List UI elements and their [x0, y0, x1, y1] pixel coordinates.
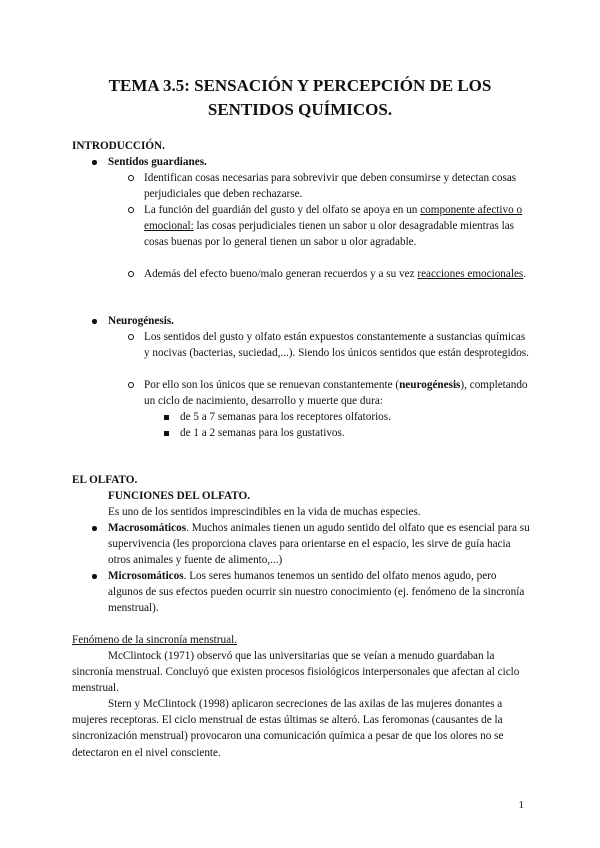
paragraph-mcclintock: McClintock (1971) observó que las universitarias que se veían a menudo guardaban la sincronía menstrual. Concluyó que existen procesos fisiológicos interpersonales que afectan al ciclo menstrual.: [72, 650, 520, 695]
neurogenesis-item-1: Los sentidos del gusto y olfato están expuestos constantemente a sustancias químicas y nocivas (bacterias, suciedad,...). Siendo los únicos sentidos que están desprotegidos.: [144, 329, 529, 361]
title-line-1: TEMA 3.5: SENSACIÓN Y PERCEPCIÓN DE LOS: [108, 76, 492, 95]
title-line-2: SENTIDOS QUÍMICOS.: [207, 100, 393, 119]
neurogenesis-heading: Neurogénesis.: [108, 313, 174, 329]
guardianes-item-2: La función del guardián del gusto y del olfato se apoya en un componente afectivo o emocional: las cosas perjudiciales tienen un sabor u olor desagradable mientras las cosas buenas por lo general tienen un sabor u olor agradable.: [144, 202, 529, 251]
olfato-heading: EL OLFATO.: [72, 474, 138, 486]
neurogenesis-sub-1: de 5 a 7 semanas para los receptores olfatorios.: [180, 409, 520, 425]
guardianes-heading: Sentidos guardianes.: [108, 154, 207, 170]
neurogenesis-sub-2: de 1 a 2 semanas para los gustativos.: [180, 425, 520, 441]
guardianes-item-3: Además del efecto bueno/malo generan recuerdos y a su vez reacciones emocionales.: [144, 266, 529, 282]
macrosomaticos-item: Macrosomáticos. Muchos animales tienen un agudo sentido del olfato que es esencial para su supervivencia (les proporciona claves para orientarse en el espacio, les sirve de guía hacia otros animales y fuente de alimento,...): [108, 520, 530, 569]
microsomaticos-item: Microsomáticos. Los seres humanos tenemos un sentido del olfato menos agudo, pero algunos de sus efectos pueden ocurrir sin nuestro conocimiento (ej. fenómeno de la sincronía menstrual).: [108, 568, 530, 617]
neurogenesis-item-2: Por ello son los únicos que se renuevan constantemente (neurogénesis), completando un ciclo de nacimiento, desarrollo y muerte que dura:: [144, 377, 529, 409]
paragraph-stern: Stern y McClintock (1998) aplicaron secreciones de las axilas de las mujeres donantes a mujeres receptoras. El ciclo menstrual de estas últimas se alteró. Las feromonas (causantes de la sincronización menstrual) provocaron una comunicación química a pesar de que los olores no se detectaron en el nivel consciente.: [72, 698, 504, 759]
page-title: [60, 74, 540, 122]
olfato-intro: Es uno de los sentidos imprescindibles en la vida de muchas especies.: [108, 506, 421, 518]
guardianes-item-1: Identifican cosas necesarias para sobrevivir que deben consumirse y detectan cosas perjudiciales que deben rechazarse.: [144, 170, 529, 202]
funciones-heading: FUNCIONES DEL OLFATO.: [108, 490, 251, 502]
fenomeno-heading: Fenómeno de la sincronía menstrual.: [72, 634, 237, 646]
page-number: 1: [518, 799, 524, 811]
intro-heading: INTRODUCCIÓN.: [72, 140, 165, 152]
